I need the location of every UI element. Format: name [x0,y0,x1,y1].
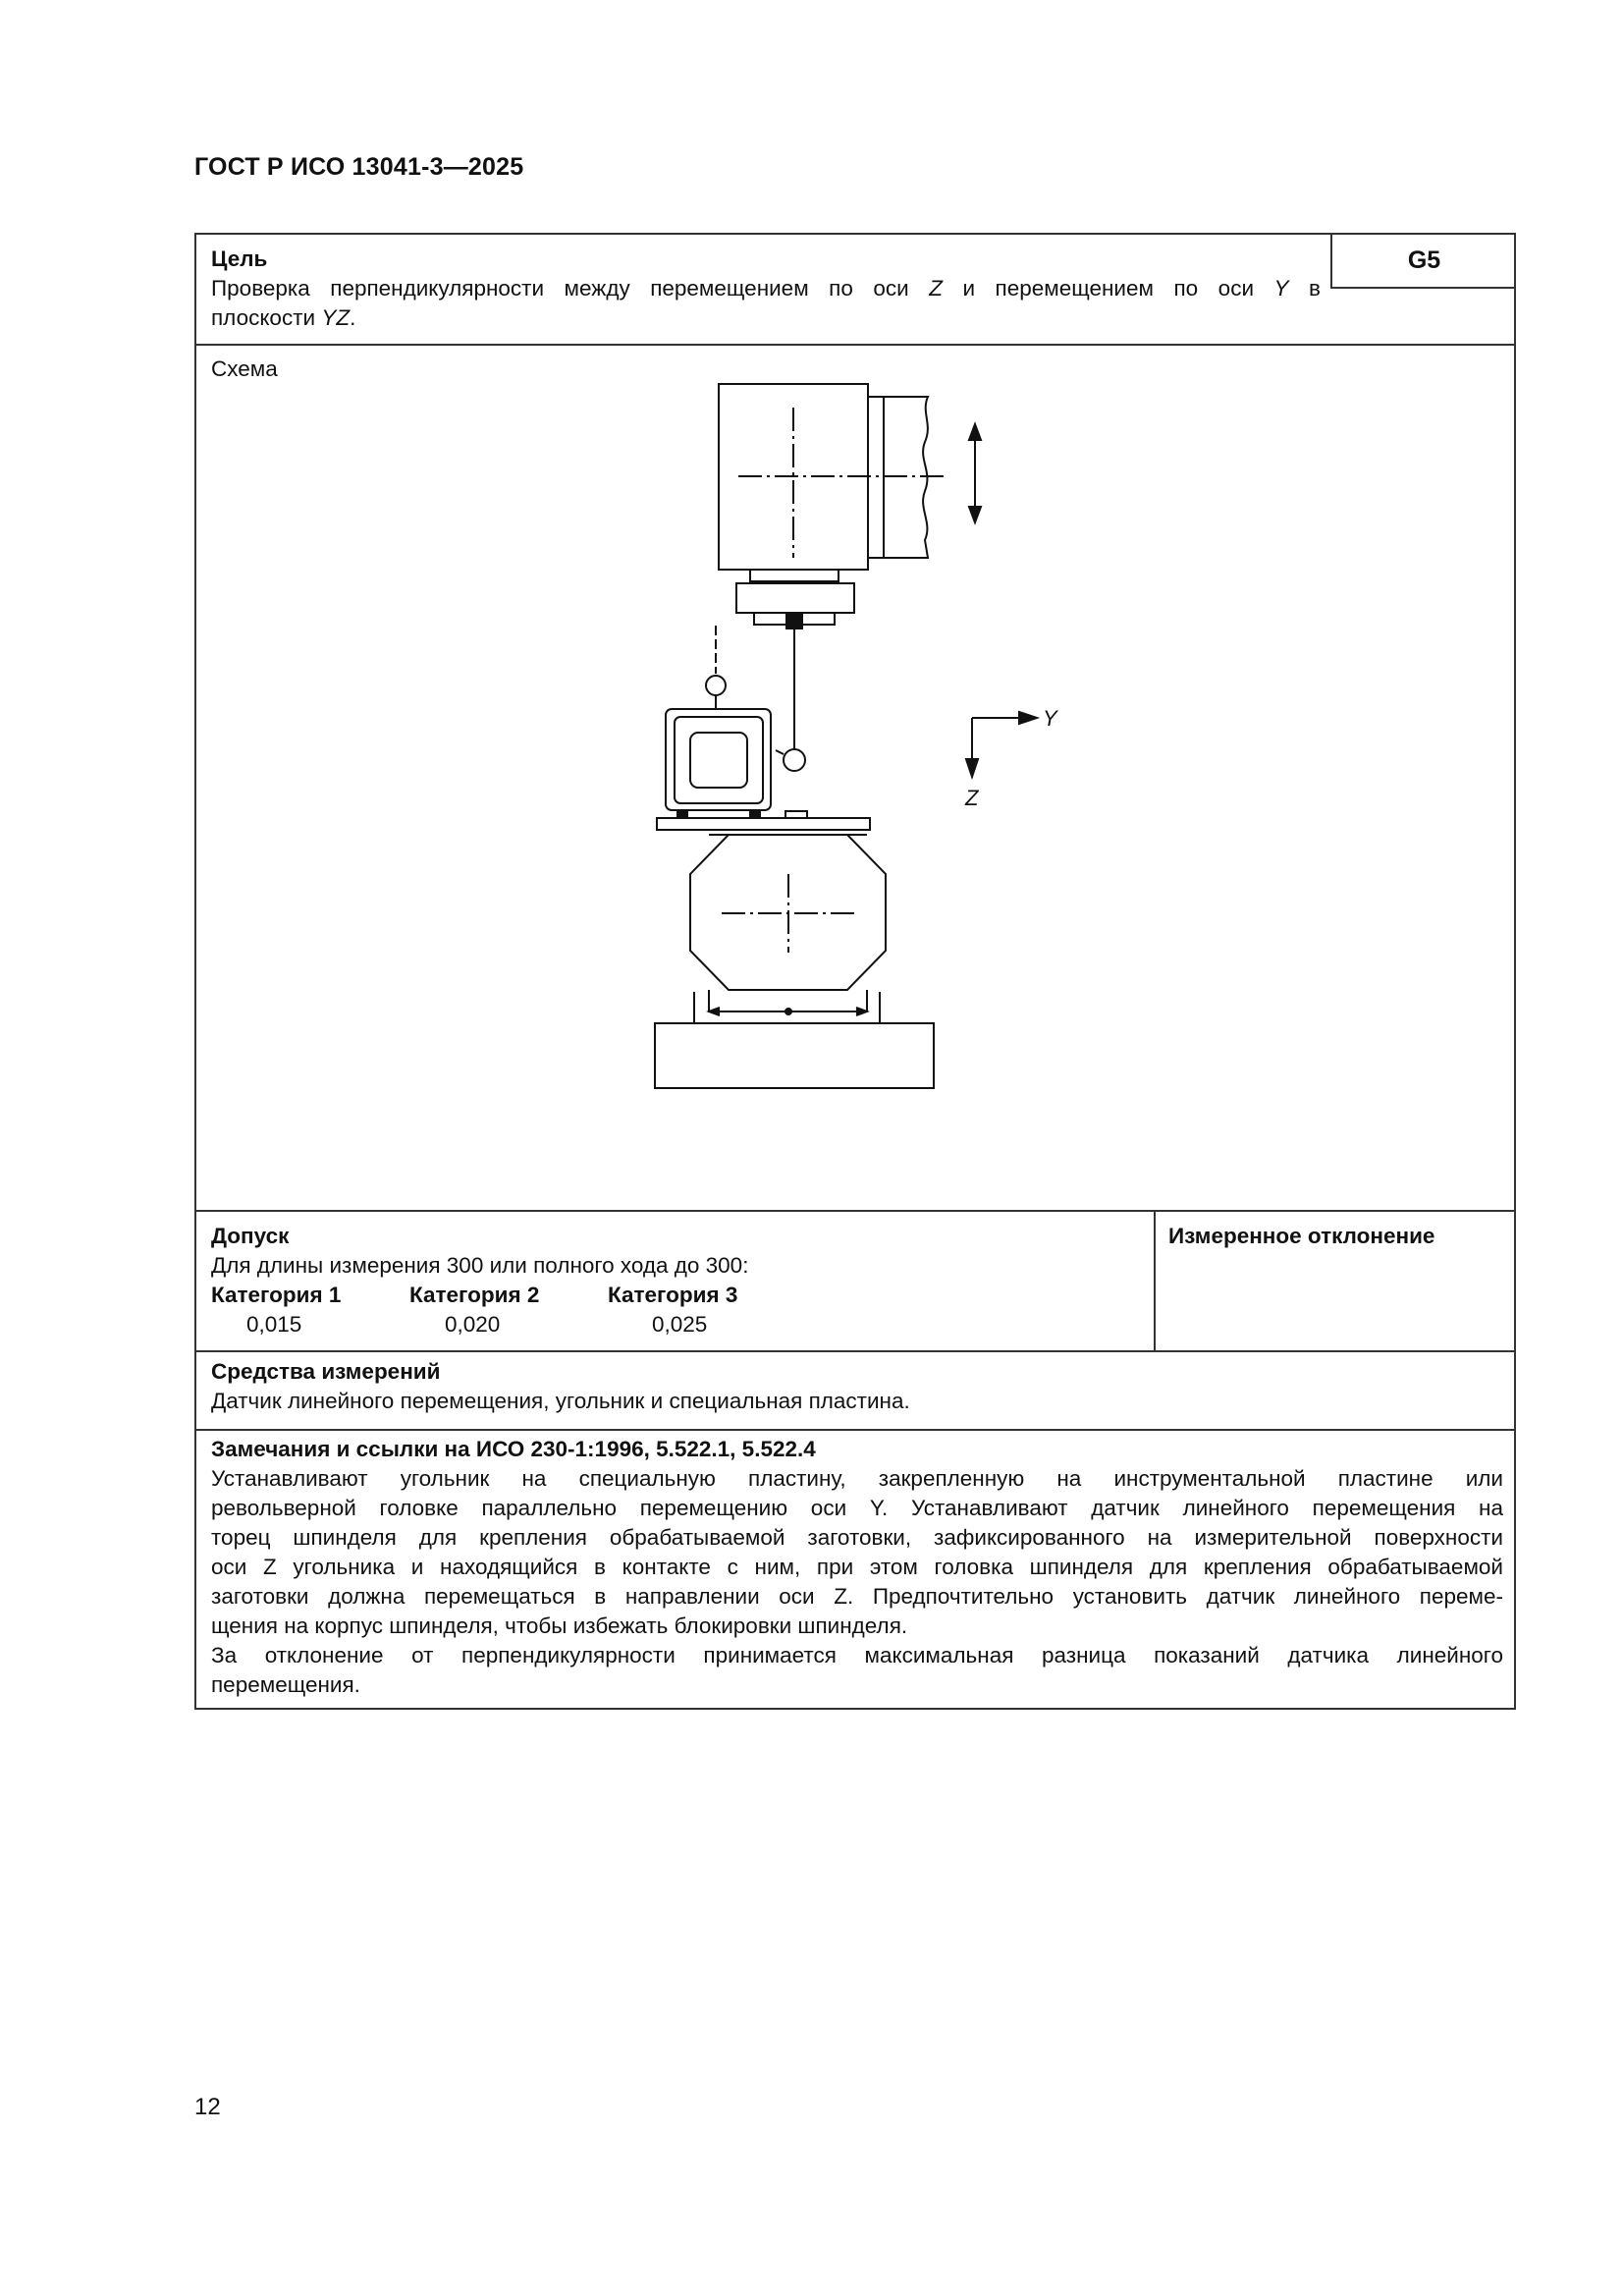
notes-line: заготовки должна перемещаться в направлении оси Z. Предпочтительно установить датчик линейного переме- [211,1584,1503,1609]
purpose-line-1: Проверка перпендикулярности между перемещением по оси Z и перемещением по оси Y в [211,276,1321,301]
tolerance-heading: Допуск [211,1224,290,1248]
instruments-heading: Средства измерений [211,1359,441,1384]
notes-line: щения на корпус шпинделя, чтобы избежать блокировки шпинделя. [211,1613,908,1638]
test-code: G5 [1330,235,1516,289]
axis-z-ref: Z [929,276,943,301]
notes-line: За отклонение от перпендикулярности принимается максимальная разница показаний датчика линейного [211,1643,1503,1667]
document-code: ГОСТ Р ИСО 13041-3—2025 [194,153,524,181]
dial-indicator [784,749,805,771]
divider [1154,1210,1156,1350]
test-sheet-table [194,233,1516,1710]
category-1-value: 0,015 [246,1312,302,1337]
axis-y-label: Y [1043,706,1057,731]
tolerance-cell [211,1222,1193,1339]
notes-line: торец шпинделя для крепления обрабатываемой заготовки, зафиксированного на измерительной поверхности [211,1525,1503,1550]
measurement-setup-diagram [196,344,1514,1216]
notes-line: револьверной головке параллельно перемещению оси Y. Устанавливают датчик линейного перемещения на [211,1496,1503,1520]
category-3-value: 0,025 [652,1312,708,1337]
notes-line: оси Z угольника и находящийся в контакте с ним, при этом головка шпинделя для крепления обрабатываемой [211,1555,1503,1579]
tolerance-text: Для длины измерения 300 или полного хода до 300: [211,1253,749,1278]
category-2-label: Категория 2 [409,1283,540,1307]
divider [196,1350,1514,1352]
notes-cell [211,1435,1503,1700]
axis-z-label: Z [965,786,979,810]
page-number: 12 [194,2094,221,2120]
category-values [211,1310,1193,1339]
purpose-cell [211,245,1321,333]
plane-ref: YZ [321,305,351,330]
notes-line: Устанавливают угольник на специальную пластину, закрепленную на инструментальной пластине или [211,1466,1503,1491]
notes-heading: Замечания и ссылки на ИСО 230-1:1996, 5.522.1, 5.522.4 [211,1437,816,1461]
divider [196,1210,1514,1212]
special-plate [657,818,870,830]
instruments-cell [211,1357,1497,1416]
notes-line: перемещения. [211,1672,360,1697]
machine-base [655,1023,934,1088]
measured-deviation-heading: Измеренное отклонение [1168,1224,1435,1248]
diagram-label: Схема [211,356,278,381]
category-1-label: Категория 1 [211,1283,342,1307]
square-tool [666,709,771,810]
category-labels [211,1281,1193,1310]
instruments-text: Датчик линейного перемещения, угольник и специальная пластина. [211,1389,910,1413]
purpose-heading: Цель [211,246,268,271]
divider [196,1429,1514,1431]
axis-y-ref: Y [1273,276,1289,301]
category-3-label: Категория 3 [608,1283,738,1307]
purpose-line-2: плоскости YZ. [211,305,356,330]
category-2-value: 0,020 [445,1312,501,1337]
